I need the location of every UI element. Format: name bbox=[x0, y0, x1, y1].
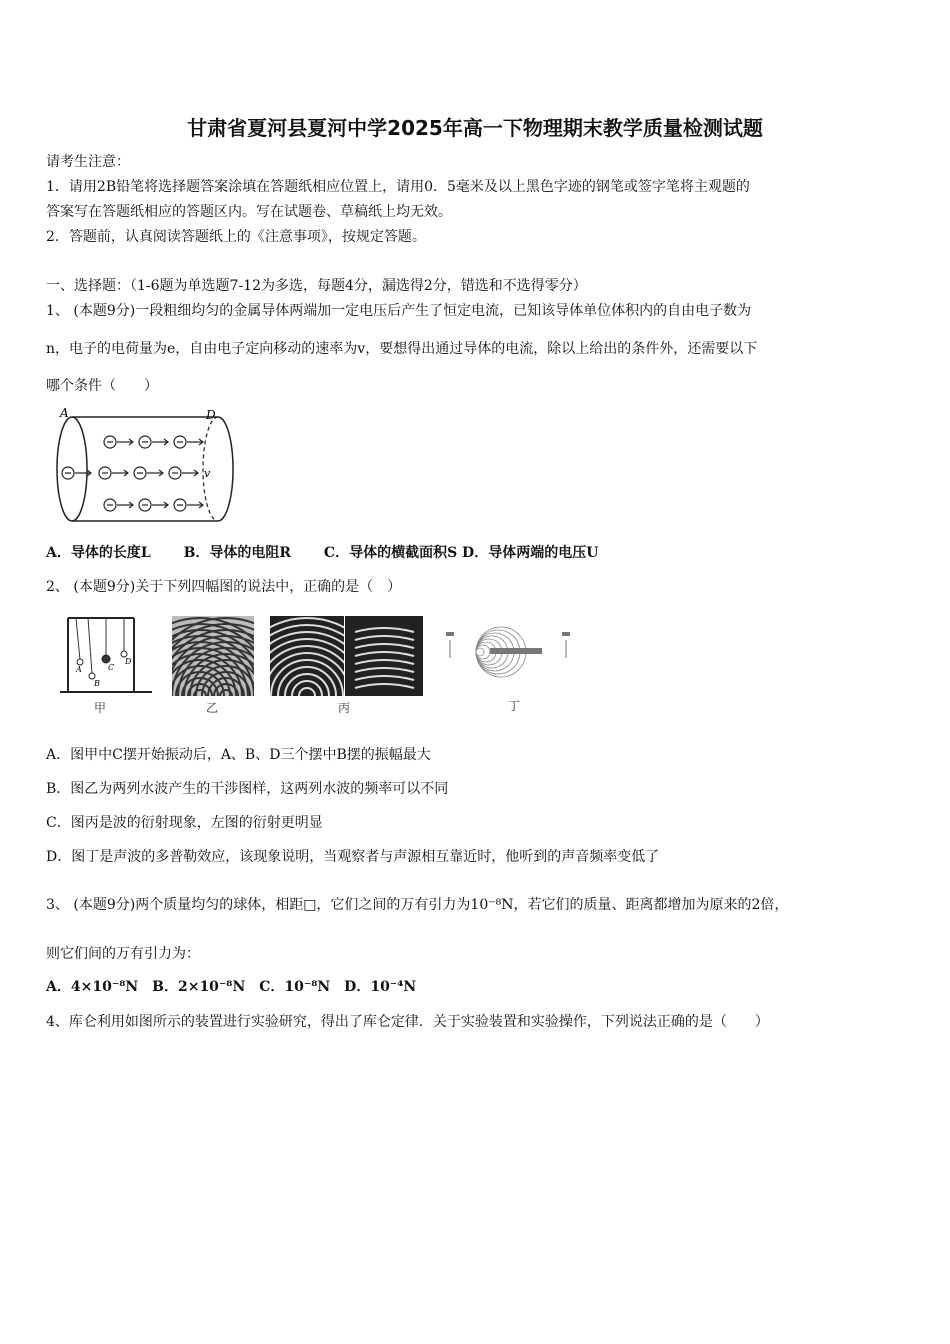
notice-line-1: 1．请用2B铅笔将选择题答案涂填在答题纸相应位置上，请用0．5毫米及以上黑色字迹的钢笔或签字笔将主观题的 bbox=[46, 179, 750, 195]
notice-line-2: 答案写在答题纸相应的答题区内。写在试题卷、草稿纸上均无效。 bbox=[46, 204, 452, 220]
q1-options: A．导体的长度L B．导体的电阻R C．导体的横截面积S D．导体两端的电压U bbox=[46, 545, 599, 561]
label-a: A bbox=[60, 406, 69, 420]
q2-option-c: C．图丙是波的衍射现象，左图的衍射更明显 bbox=[46, 815, 323, 831]
caption-bing: 丙 bbox=[338, 701, 351, 715]
label-d: D bbox=[206, 408, 216, 422]
section-heading: 一、选择题：（1-6题为单选题7-12为多选，每题4分，漏选得2分，错选和不选得零分） bbox=[46, 278, 587, 294]
q3-line-1: 3、 (本题9分)两个质量均匀的球体，相距□，它们之间的万有引力为10⁻⁸N，若它们的质量、距离都增加为原来的2倍， bbox=[46, 897, 789, 913]
pendulum-label-c: C bbox=[108, 663, 115, 672]
caption-yi: 乙 bbox=[206, 701, 219, 715]
q2-option-b: B．图乙为两列水波产生的干涉图样，这两列水波的频率可以不同 bbox=[46, 781, 449, 797]
pendulum-figure bbox=[60, 618, 152, 692]
pendulum-label-a: A bbox=[76, 665, 82, 674]
q1-line-2: n，电子的电荷量为e，自由电子定向移动的速率为v，要想得出通过导体的电流，除以上给出的条件外，还需要以下 bbox=[46, 341, 758, 357]
q3-options: A．4×10⁻⁸N B．2×10⁻⁸N C．10⁻⁸N D．10⁻⁴N bbox=[46, 979, 417, 995]
pendulum-label-d: D bbox=[125, 657, 132, 666]
q2-stem: 2、 (本题9分)关于下列四幅图的说法中，正确的是（ ） bbox=[46, 579, 402, 595]
doppler-figure bbox=[446, 627, 570, 677]
q1-line-1: 1、 (本题9分)一段粗细均匀的金属导体两端加一定电压后产生了恒定电流，已知该导体单位体积内的自由电子数为 bbox=[46, 303, 752, 319]
pendulum-label-b: B bbox=[94, 679, 100, 688]
q2-option-a: A．图甲中C摆开始振动后，A、B、D三个摆中B摆的振幅最大 bbox=[46, 747, 431, 763]
q3-line-2: 则它们间的万有引力为： bbox=[46, 946, 200, 962]
diffraction-figure bbox=[229, 616, 423, 696]
page-title: 甘肃省夏河县夏河中学2025年高一下物理期末教学质量检测试题 bbox=[187, 116, 763, 140]
notice-heading: 请考生注意： bbox=[46, 154, 130, 170]
caption-ding: 丁 bbox=[508, 699, 521, 713]
caption-jia: 甲 bbox=[94, 701, 107, 715]
label-v: v bbox=[204, 467, 211, 480]
q4-stem: 4、库仑利用如图所示的装置进行实验研究，得出了库仑定律．关于实验装置和实验操作，下列说法正确的是（ ） bbox=[46, 1014, 769, 1030]
q1-line-3: 哪个条件（ ） bbox=[46, 378, 158, 394]
notice-line-3: 2．答题前，认真阅读答题纸上的《注意事项》，按规定答题。 bbox=[46, 229, 426, 245]
q2-option-d: D．图丁是声波的多普勒效应，该现象说明，当观察者与声源相互靠近时，他听到的声音频率变低了 bbox=[46, 849, 660, 865]
q2-figures bbox=[50, 612, 600, 717]
conductor-figure bbox=[50, 405, 240, 525]
